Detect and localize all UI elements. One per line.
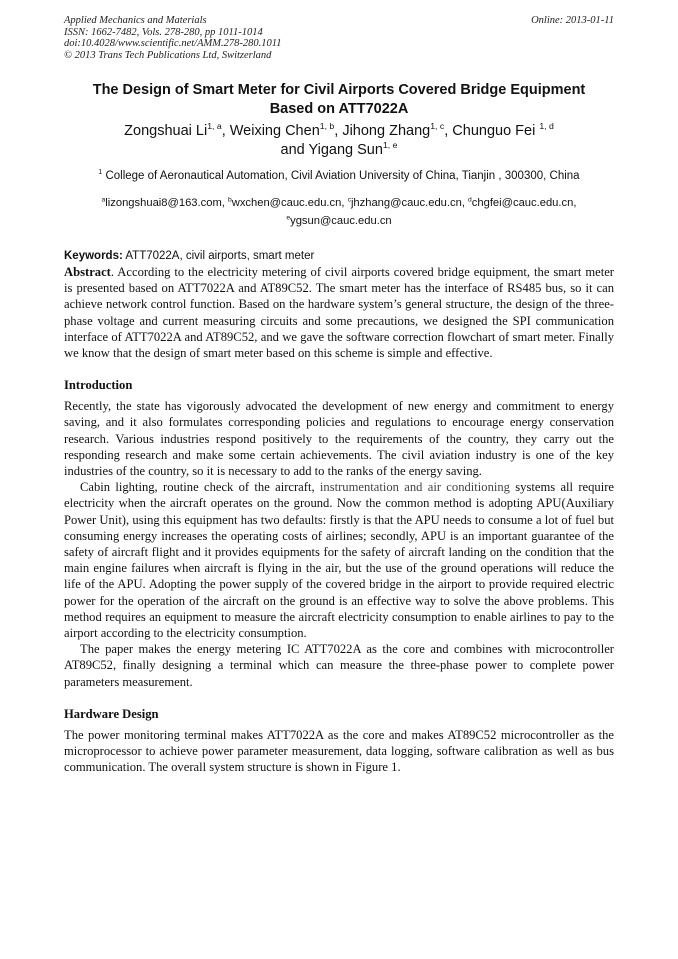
introduction-heading: Introduction xyxy=(64,378,133,393)
introduction-paragraph-3: The paper makes the energy metering IC ATT7022A as the core and combines with microcontroller AT89C52, finally designing a terminal which can measure the three-phase power to complete power parameters measurement. xyxy=(64,642,614,689)
affiliation xyxy=(64,169,614,184)
email-link[interactable]: wxchen@cauc.edu.cn, xyxy=(231,197,348,209)
email-link[interactable]: chgfei@cauc.edu.cn, xyxy=(471,197,577,209)
introduction-paragraph-2: Cabin lighting, routine check of the aircraft, instrumentation and air conditioning systems all require electricity when the aircraft operates on the ground. Now the common method is adopting APU(Auxiliary Power Unit), using this equipment has two defaults: firstly is that the APU needs to consume a lot of fuel but consuming energy increases the operating costs of airlines; secondly, APU is an important guarantee of the safety of aircraft flight and it provides equipments for the safety of aircraft landing on the condition that the main engine failures when aircraft is flying in the air, but the use of the ground operations will reduce the life of the APU. Adopting the power supply of the covered bridge in the airport to provide required electric power for the operation of the aircraft on the ground is an effective way to solve the above problems. This method requires an equipment to measure the aircraft electricity consumption to enable airlines to pay to the airport according to the electricity consumption. xyxy=(64,480,615,641)
affiliation-text: College of Aeronautical Automation, Civil Aviation University of China, Tianjin , 300300, China xyxy=(105,170,580,182)
journal-name: Applied Mechanics and Materials xyxy=(64,15,207,26)
author-list xyxy=(64,122,614,160)
author-line-1: Zongshuai Li$^{1, a}$, Weixing Chen$^{1, b}$, Jihong Zhang$^{1, c}$, Chunguo Fei $^{1, d}$ xyxy=(124,121,554,139)
journal-header xyxy=(64,15,614,61)
author-emails xyxy=(64,194,614,230)
journal-doi: doi:10.4028/www.scientific.net/AMM.278-280.1011 xyxy=(64,38,282,49)
affiliation-mark: 1 xyxy=(98,169,103,177)
email-link[interactable]: lizongshuai8@163.com, xyxy=(105,197,228,209)
author-affil-mark: 1, e xyxy=(382,140,398,151)
abstract-label: Abstract xyxy=(64,265,111,279)
hardware-heading: Hardware Design xyxy=(64,706,159,721)
hardware-paragraph-1: The power monitoring terminal makes ATT7022A as the core and makes AT89C52 microcontroller as the microprocessor to achieve power parameter measurement, data logging, software calibration as well as bus communication. The overall system structure is shown in Figure 1. xyxy=(64,727,614,775)
email-link[interactable]: ygsun@cauc.edu.cn xyxy=(290,215,392,227)
author-name: Zongshuai Li xyxy=(124,123,208,139)
title-line-1: The Design of Smart Meter for Civil Airports Covered Bridge Equipment xyxy=(92,82,586,98)
email-line-1: $^a$lizongshuai8@163.com, $^b$wxchen@cauc.edu.cn, $^c$jhzhang@cauc.edu.cn, $^d$chgfei@cauc.edu.cn, xyxy=(101,196,577,209)
author-affil-mark: 1, b xyxy=(319,121,335,132)
abstract-text: . According to the electricity metering of civil airports covered bridge equipment, the smart meter is presented based on ATT7022A and AT89C52. The smart meter has the interface of RS485 bus, so it can achieve network control function. Based on the hardware system’s general structure, the design of the three-phase voltage and current measuring circuits and some precautions, we designed the SPI communication interface of ATT7022A and AT89C52, and we gave the software correction flowchart of smart meter. Finally we know that the design of smart meter based on this scheme is simple and effective. xyxy=(64,265,614,361)
keywords xyxy=(64,249,614,264)
author-affil-mark: 1, c xyxy=(430,121,445,132)
abstract xyxy=(64,264,614,361)
title-line-2: Based on ATT7022A xyxy=(269,101,409,117)
journal-copyright: © 2013 Trans Tech Publications Ltd, Switzerland xyxy=(64,49,272,61)
paper-title xyxy=(64,81,614,119)
email-link[interactable]: jhzhang@cauc.edu.cn, xyxy=(350,197,469,209)
keywords-label: Keywords: xyxy=(64,250,123,262)
journal-issn: ISSN: 1662-7482, Vols. 278-280, pp 1011-1014 xyxy=(64,26,263,38)
author-line-2: and Yigang Sun$^{1, e}$ xyxy=(280,140,398,158)
author-name: Chunguo Fei xyxy=(452,123,540,139)
email-line-2: $^e$ygsun@cauc.edu.cn xyxy=(286,214,392,227)
keywords-text: ATT7022A, civil airports, smart meter xyxy=(122,250,315,262)
author-name: Weixing Chen xyxy=(229,123,320,139)
author-name: Yigang Sun xyxy=(308,142,383,158)
introduction-paragraph-1: Recently, the state has vigorously advocated the development of new energy and commitment to energy saving, and it also formulates corresponding policies and regulations to encourage energy conservation research. Various industries respond positively to the requirements of the country, they carry out the responding research and make some certain achievements. The civil aviation industry is one of the key industries of the country, so it is necessary to add to the ranks of the energy saving. xyxy=(64,399,614,479)
author-affil-mark: 1, d xyxy=(539,121,554,132)
author-name: Jihong Zhang xyxy=(342,123,431,139)
author-affil-mark: 1, a xyxy=(207,121,222,132)
online-date: Online: 2013-01-11 xyxy=(531,15,614,26)
